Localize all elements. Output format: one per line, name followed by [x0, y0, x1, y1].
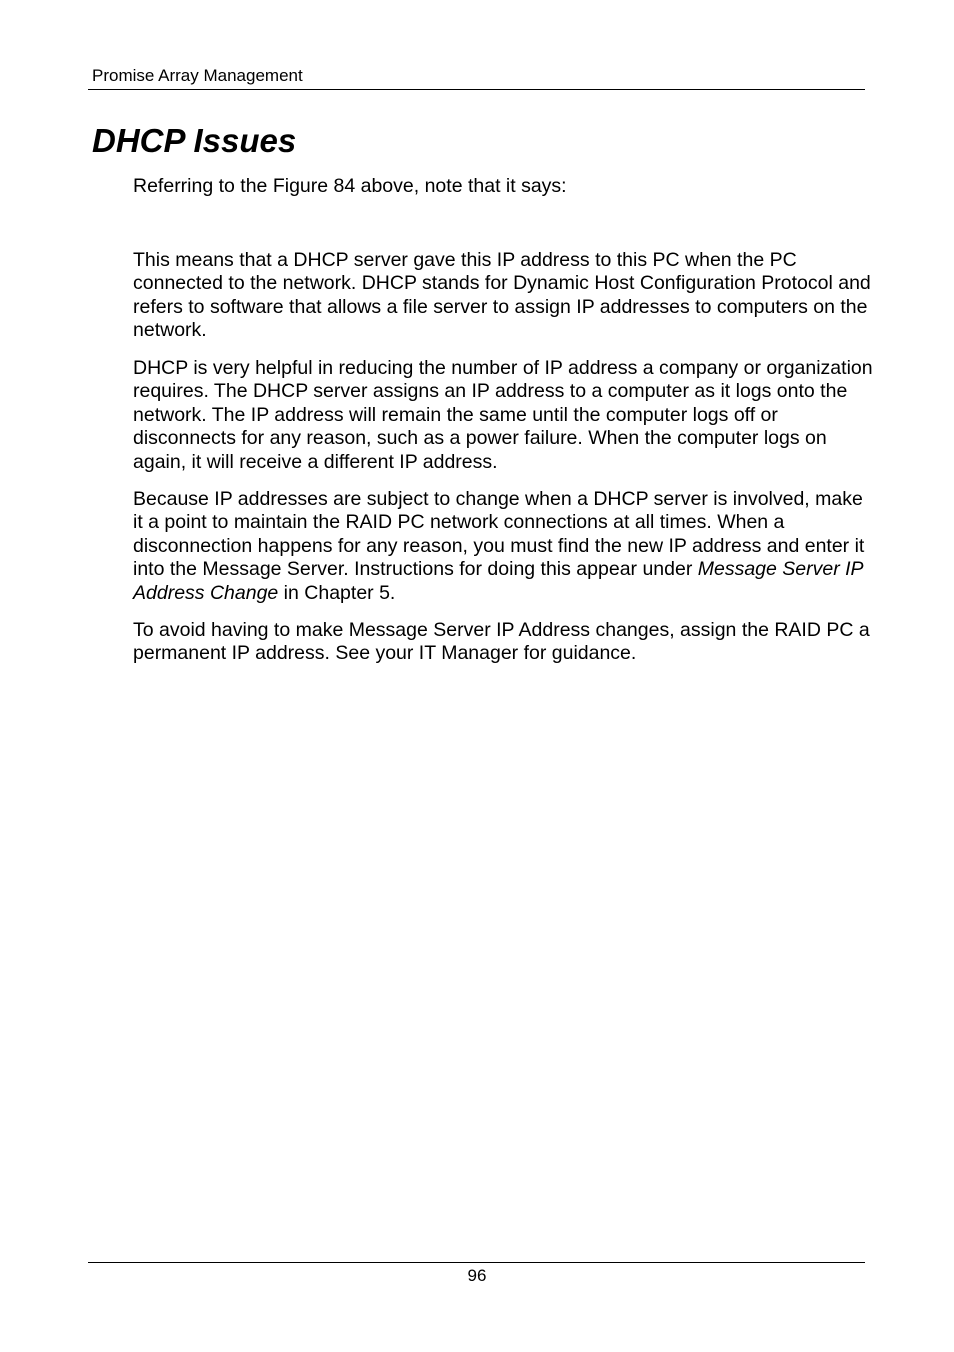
page-title: DHCP Issues: [92, 122, 297, 159]
chapter-reference-link: Message Server IP Address Change: [133, 558, 863, 604]
intro-paragraph: Referring to the Figure 84 above, note that it says:: [133, 175, 567, 197]
footer-rule: [88, 1262, 865, 1263]
header-rule: [88, 89, 865, 90]
paragraph-ip-change-text: Because IP addresses are subject to change when a DHCP server is involved, make it a point to maintain the RAID PC network connections at all times. When a disconnection happens for any reason, you must find the new IP address and enter it into the Message Server. Instructions for doing this appear under: [133, 488, 865, 581]
page-number: 96: [467, 1266, 487, 1285]
paragraph-ip-change-tail: in Chapter 5.: [278, 581, 396, 604]
paragraph-dhcp-benefits: DHCP is very helpful in reducing the number of IP address a company or organization requires. The DHCP server assigns an IP address to a computer as it logs onto the network. The IP address will remain the same until the computer logs off or disconnects for any reason, such as a power failure. When the computer logs on again, it will receive a different IP address.: [133, 357, 873, 473]
running-header: Promise Array Management: [92, 66, 303, 85]
paragraph-dhcp-definition: This means that a DHCP server gave this IP address to this PC when the PC connected to the network. DHCP stands for Dynamic Host Configuration Protocol and refers to software that allows a file server to assign IP addresses to computers on the network.: [133, 249, 871, 342]
paragraph-ip-change: [133, 488, 873, 605]
paragraph-permanent-ip: To avoid having to make Message Server IP Address changes, assign the RAID PC a permanent IP address. See your IT Manager for guidance.: [133, 619, 870, 665]
